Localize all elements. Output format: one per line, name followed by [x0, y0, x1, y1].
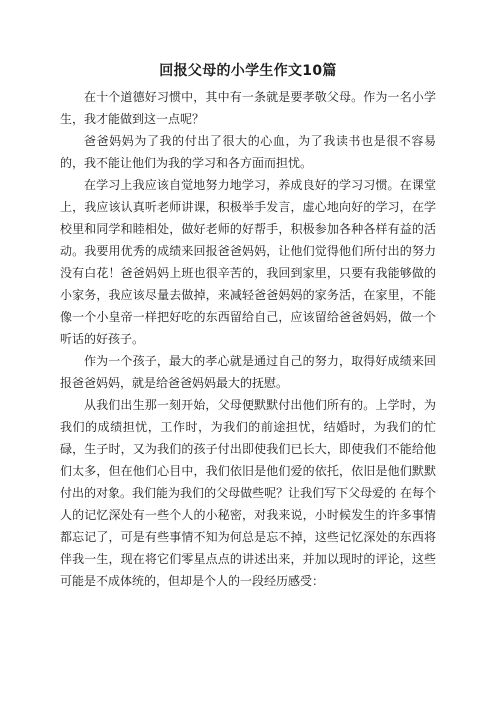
- paragraph-2: 爸爸妈妈为了我的付出了很大的心血，为了我读书也是很不容易的，我不能让他们为我的学习和各方面而担忧。: [60, 134, 436, 170]
- document-page: [60, 60, 436, 592]
- paragraph-3: 在学习上我应该自觉地努力地学习，养成良好的学习习惯。在课堂上，我应该认真听老师讲课，积极举手发言，虚心地向好的学习，在学校里和同学和睦相处，做好老师的好帮手，积极参加各种各样有益的活动。我要用优秀的成绩来回报爸爸妈妈，让他们觉得他们所付出的努力没有白花！爸爸妈妈上班也很辛苦的，我回到家里，只要有我能够做的小家务，我应该尽量去做掉，来减轻爸爸妈妈的家务活，在家里，不能像一个小皇帝一样把好吃的东西留给自己，应该留给爸爸妈妈，做一个听话的好孩子。: [60, 178, 436, 346]
- paragraph-1: 在十个道德好习惯中，其中有一条就是要孝敬父母。作为一名小学生，我才能做到这一点呢？: [60, 90, 436, 126]
- paragraph-4: 作为一个孩子，最大的孝心就是通过自己的努力，取得好成绩来回报爸爸妈妈，就是给爸爸妈妈最大的抚慰。: [60, 354, 436, 390]
- paragraph-5: 从我们出生那一刻开始，父母便默默付出他们所有的。上学时，为我们的成绩担忧，工作时，为我们的前途担忧，结婚时，为我们的忙碌，生子时，又为我们的孩子付出即使我们已长大，即使我们不能给他们太多，但在他们心目中，我们依旧是他们爱的依托，依旧是他们默默付出的对象。我们能为我们的父母做些呢？让我们写下父母爱的 在每个人的记忆深处有一些个人的小秘密，对我来说，小时候发生的许多事情都忘记了，可是有些事情不知为何总是忘不掉，这些记忆深处的东西将伴我一生，现在将它们零星点点的讲述出来，并加以现时的评论，这些可能是不成体统的，但却是个人的一段经历感受：: [60, 398, 436, 588]
- document-title: 回报父母的小学生作文10篇: [159, 63, 337, 79]
